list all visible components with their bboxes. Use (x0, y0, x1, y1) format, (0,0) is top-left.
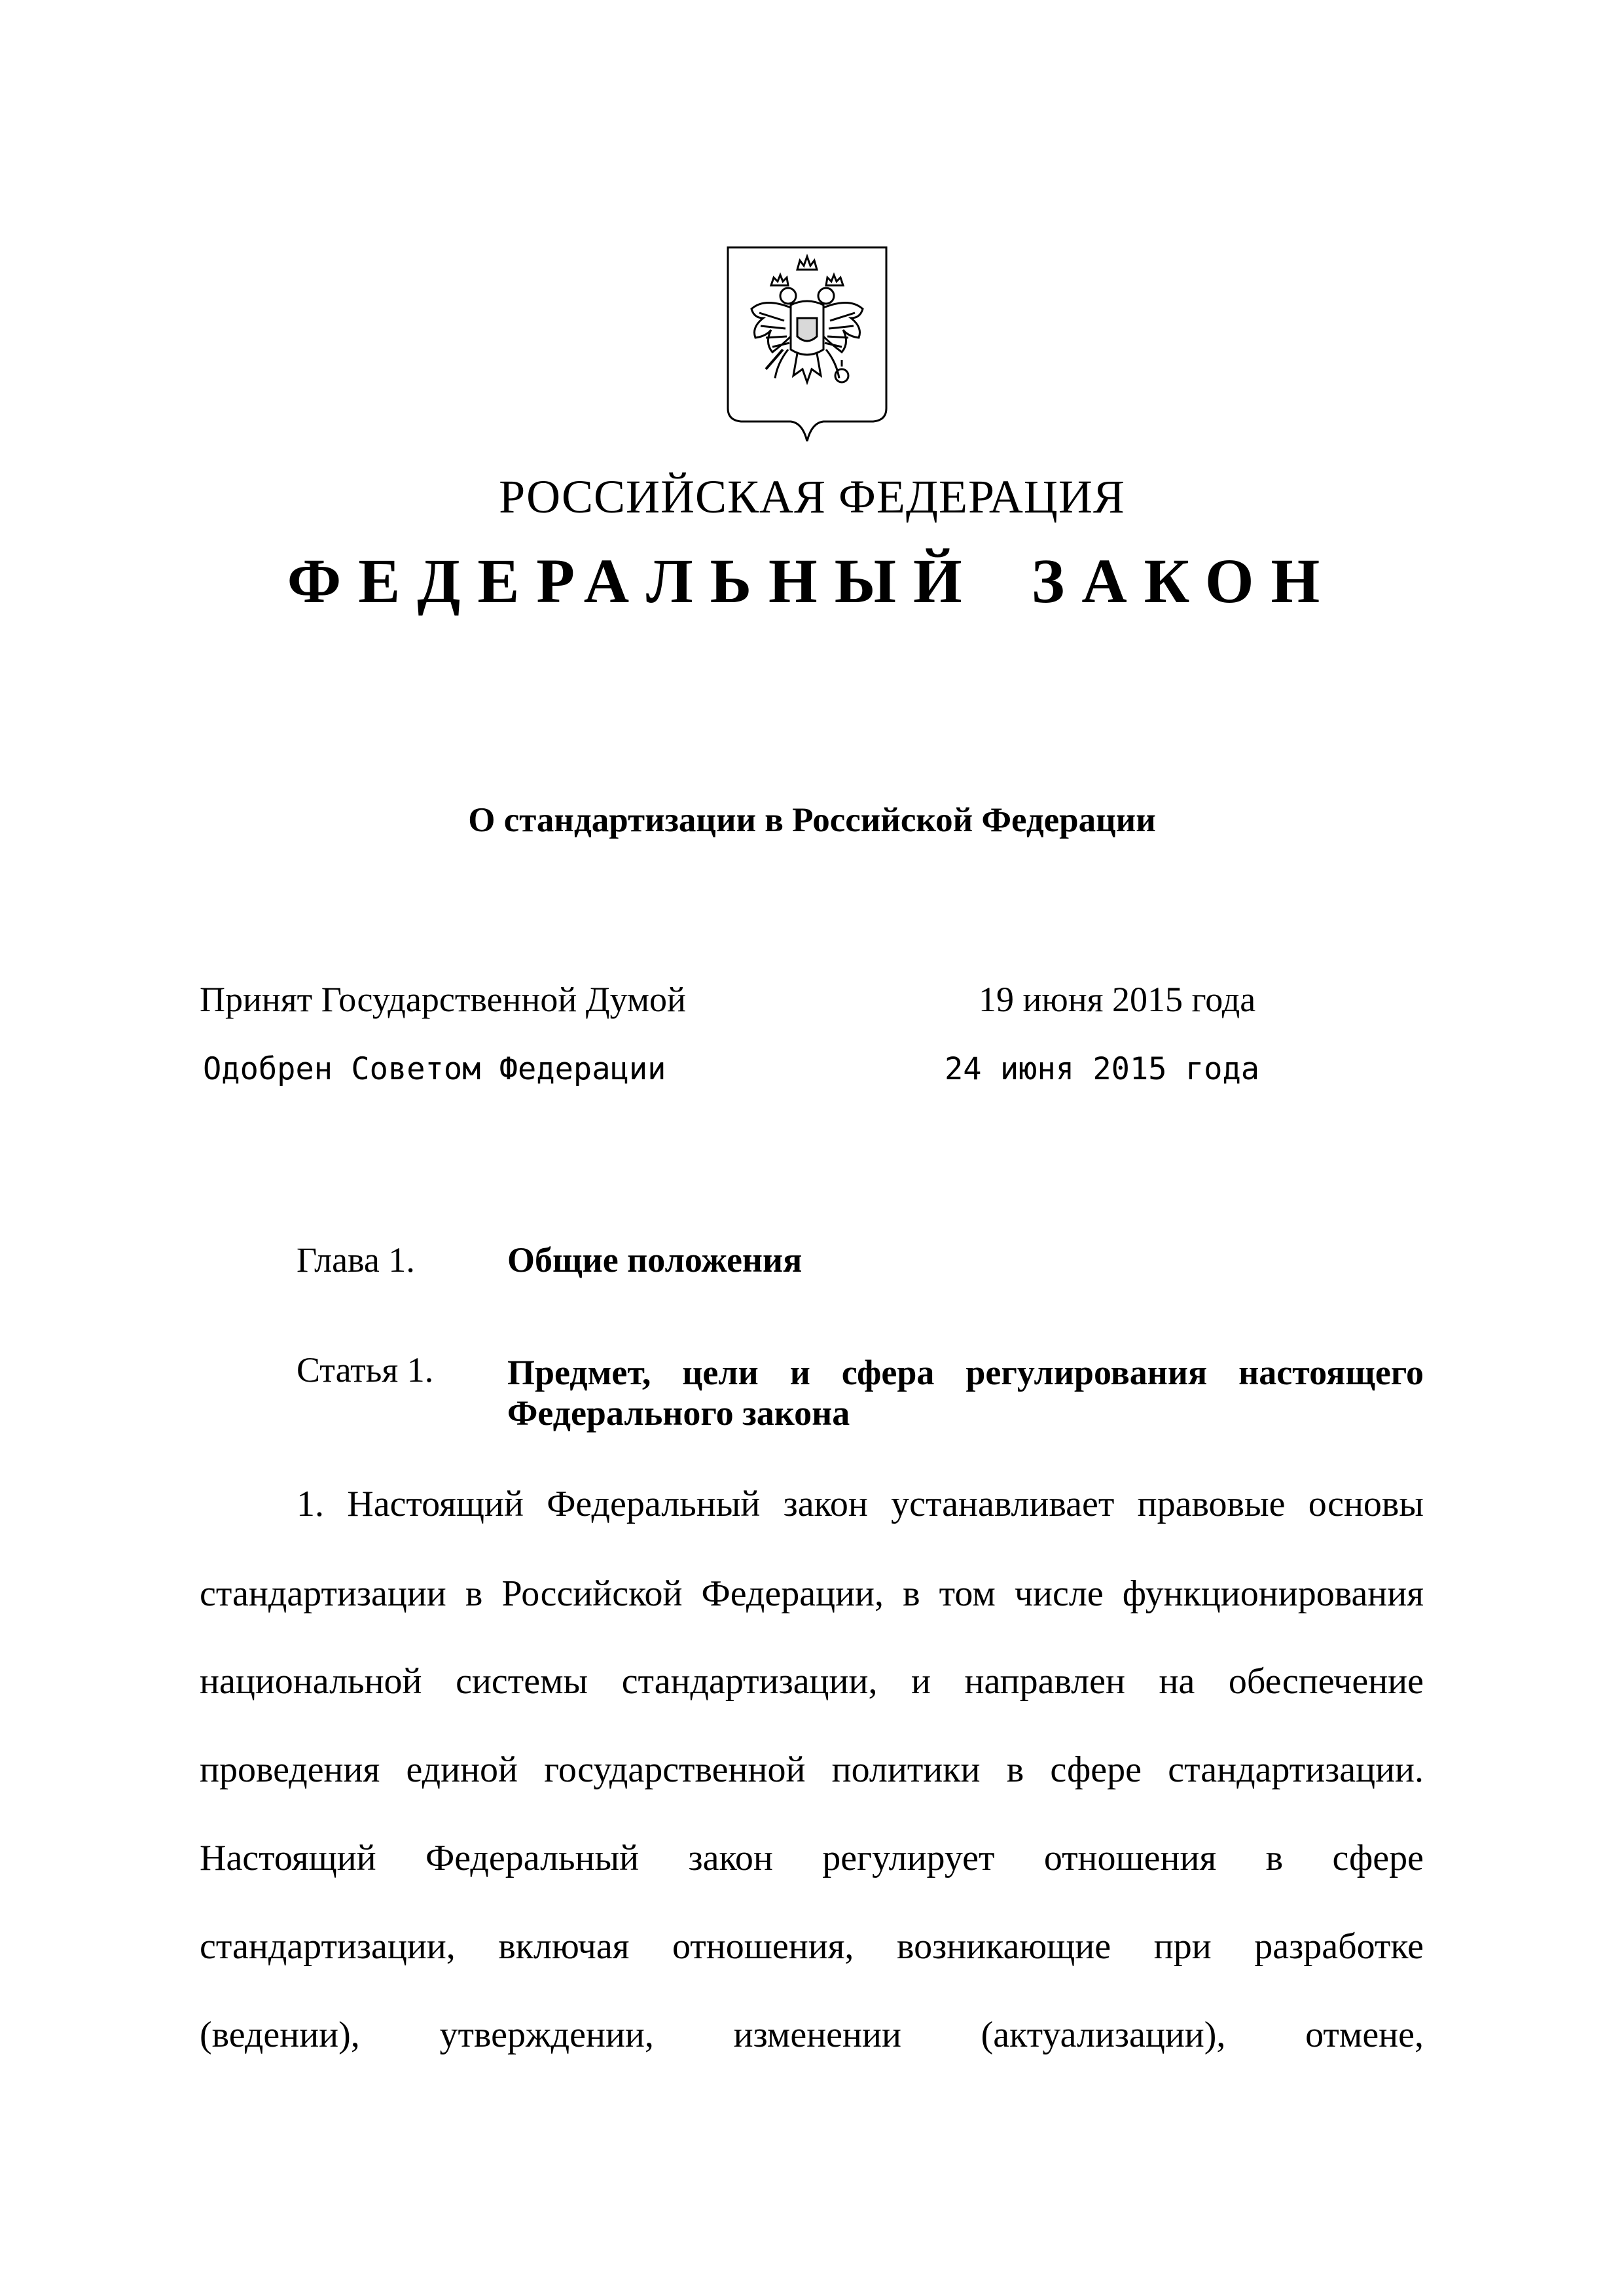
body-line: стандартизации в Российской Федерации, в том числе функционирования (200, 1573, 1424, 1614)
law-title: О стандартизации в Российской Федерации (468, 801, 1156, 839)
chapter-title: Общие положения (507, 1240, 803, 1280)
coat-of-arms-emblem (725, 245, 889, 446)
body-line: 1. Настоящий Федеральный закон устанавливает правовые основы (297, 1484, 1424, 1524)
law-type-word-1: ФЕДЕРАЛЬНЫЙ (287, 546, 979, 616)
country-name: РОССИЙСКАЯ ФЕДЕРАЦИЯ (499, 471, 1125, 523)
chapter-label: Глава 1. (297, 1240, 415, 1280)
duma-adoption-label: Принят Государственной Думой (200, 980, 686, 1019)
body-line: (ведении), утверждении, изменении (актуализации), отмене, (200, 2015, 1424, 2055)
duma-adoption-date: 19 июня 2015 года (979, 980, 1256, 1019)
council-approval-date: 24 июня 2015 года (945, 1051, 1260, 1087)
body-line: стандартизации, включая отношения, возникающие при разработке (200, 1926, 1424, 1967)
body-line: Настоящий Федеральный закон регулирует отношения в сфере (200, 1838, 1424, 1878)
article-title: Предмет, цели и сфера регулирования настоящего Федерального закона (507, 1353, 1424, 1433)
law-type-word-2: ЗАКОН (1031, 546, 1337, 616)
body-line: национальной системы стандартизации, и направлен на обеспечение (200, 1661, 1424, 1702)
council-approval-label: Одобрен Советом Федерации (203, 1051, 666, 1087)
article-label: Статья 1. (297, 1350, 434, 1390)
law-type-heading (0, 546, 1624, 616)
body-line: проведения единой государственной политики в сфере стандартизации. (200, 1749, 1424, 1790)
